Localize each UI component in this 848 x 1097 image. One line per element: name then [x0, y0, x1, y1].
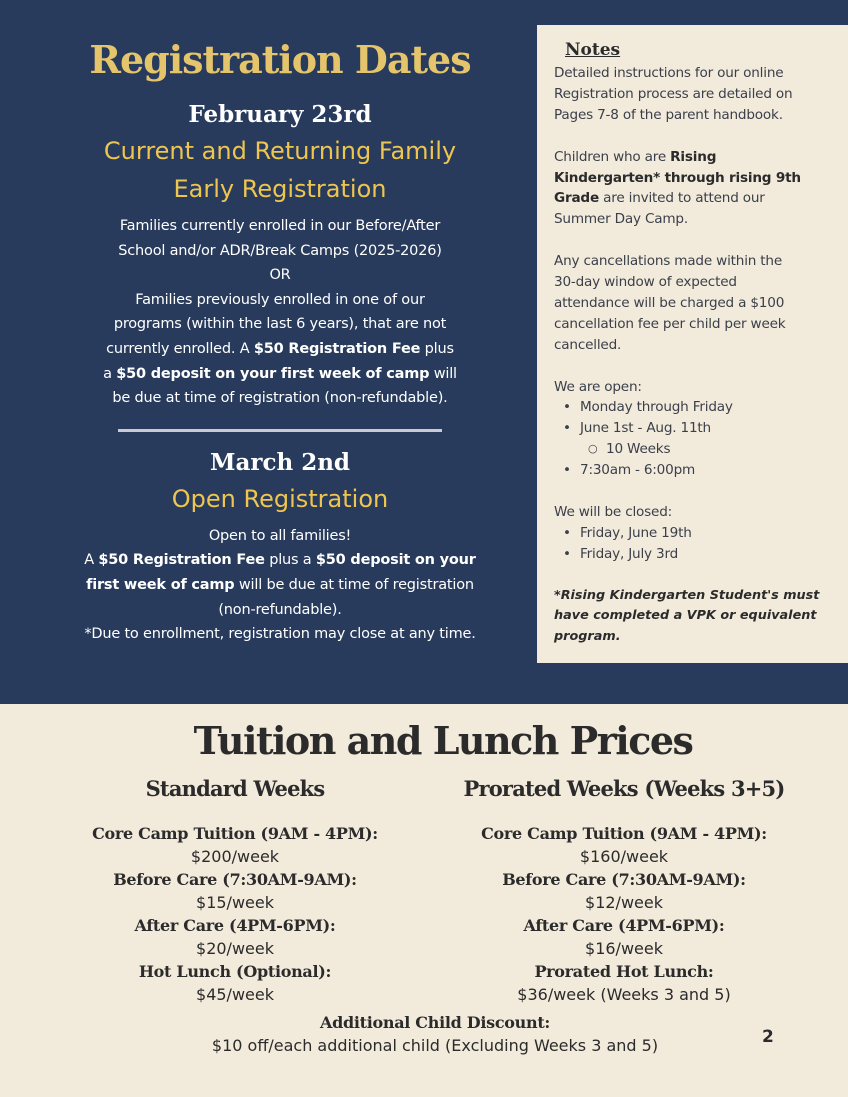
text-span: A [84, 552, 99, 569]
text-span: will [429, 365, 457, 382]
text-line [554, 188, 834, 209]
notes-instructions [554, 63, 834, 126]
discount-label: Additional Child Discount: [319, 1013, 551, 1032]
deposit-emphasis: first week of camp [86, 576, 235, 593]
text-emphasis: Rising [670, 148, 717, 165]
additional-child-discount [0, 1011, 848, 1057]
open-schedule-list [554, 397, 834, 481]
text-span: currently enrolled. A [106, 340, 254, 357]
closed-label: We will be closed: [554, 503, 673, 520]
price-value: $200/week [190, 847, 280, 866]
text-span: Children who are [554, 148, 671, 165]
registration-section [40, 32, 520, 647]
text-line: Families previously enrolled in one of our [135, 291, 425, 308]
text-line: Pages 7-8 of the parent handbook. [554, 106, 783, 123]
text-line: *Rising Kindergarten Student's must [554, 587, 820, 603]
text-emphasis: Kindergarten* through rising 9th [554, 169, 801, 186]
text-line: Any cancellations made within the [554, 253, 783, 270]
text-line: Detailed instructions for our online [554, 65, 784, 81]
text-line [40, 337, 520, 362]
text-span: plus a [264, 552, 316, 569]
prorated-weeks-title: Prorated Weeks (Weeks 3+5) [463, 776, 785, 801]
kindergarten-footnote [554, 586, 834, 649]
notes-eligibility [554, 147, 834, 231]
open-registration-date: March 2nd [209, 448, 351, 476]
text-line: Families currently enrolled in our Before/After [119, 218, 441, 234]
text-line [40, 362, 520, 387]
page-number: 2 [762, 1027, 774, 1047]
text-line [40, 548, 520, 573]
notes-title: Notes [565, 40, 621, 60]
price-value: $36/week (Weeks 3 and 5) [517, 985, 731, 1004]
text-line: 30-day window of expected [554, 274, 737, 291]
text-line: Open to all families! [208, 527, 352, 544]
price-label: Core Camp Tuition (9AM - 4PM): [481, 824, 767, 843]
standard-weeks-title: Standard Weeks [145, 776, 325, 801]
text-span: are invited to attend our [599, 190, 765, 207]
open-registration-description [40, 524, 520, 647]
text-line: Registration process are detailed on [554, 85, 793, 102]
standard-weeks-column [40, 774, 430, 1006]
list-item: • 7:30am - 6:00pm [554, 460, 834, 481]
list-item: ○ 10 Weeks [554, 439, 834, 460]
open-label: We are open: [554, 378, 642, 395]
price-label: Core Camp Tuition (9AM - 4PM): [92, 824, 378, 843]
text-line [554, 147, 834, 168]
text-line: cancelled. [554, 336, 622, 353]
price-label: Hot Lunch (Optional): [138, 962, 332, 981]
text-line: program. [554, 629, 621, 645]
text-line: Summer Day Camp. [554, 211, 688, 228]
list-item: • Monday through Friday [554, 397, 834, 418]
text-emphasis: Grade [554, 190, 599, 207]
text-line [40, 573, 520, 598]
text-line: have completed a VPK or equivalent [554, 608, 817, 624]
notes-box [537, 25, 848, 663]
price-label: Before Care (7:30AM-9AM): [113, 870, 357, 889]
text-line: cancellation fee per child per week [554, 315, 786, 332]
text-span: a [103, 365, 117, 382]
early-registration-date: February 23rd [188, 101, 372, 128]
tuition-section [0, 704, 848, 1097]
registration-fee-emphasis: $50 Registration Fee [98, 552, 265, 569]
enrollment-disclaimer: *Due to enrollment, registration may close at any time. [84, 626, 476, 643]
deposit-emphasis: $50 deposit on your first week of camp [116, 365, 430, 382]
price-value: $160/week [579, 847, 669, 866]
closed-dates-list [554, 523, 834, 565]
price-value: $45/week [196, 985, 274, 1004]
text-line: be due at time of registration (non-refundable). [112, 390, 448, 407]
price-value: $12/week [585, 893, 663, 912]
text-line [554, 168, 834, 189]
text-line: attendance will be charged a $100 [554, 294, 785, 311]
text-line: programs (within the last 6 years), that are not [113, 316, 447, 333]
list-item: • Friday, July 3rd [554, 544, 834, 565]
early-registration-description [40, 214, 520, 411]
discount-value: $10 off/each additional child (Excluding Weeks 3 and 5) [211, 1036, 659, 1055]
text-span: plus [420, 340, 454, 357]
text-line: School and/or ADR/Break Camps (2025-2026) [118, 242, 442, 259]
price-value: $15/week [196, 893, 274, 912]
list-item: • Friday, June 19th [554, 523, 834, 544]
registration-title: Registration Dates [89, 37, 471, 82]
price-label: Prorated Hot Lunch: [534, 962, 714, 981]
price-label: After Care (4PM-6PM): [134, 916, 336, 935]
notes-cancellation [554, 251, 834, 356]
price-value: $20/week [196, 939, 274, 958]
open-registration-heading: Open Registration [171, 484, 389, 513]
early-registration-heading-line2: Early Registration [173, 175, 387, 203]
early-registration-heading-line1: Current and Returning Family [103, 137, 457, 165]
deposit-emphasis: $50 deposit on your [315, 552, 476, 569]
text-line: (non-refundable). [218, 601, 342, 618]
text-span: will be due at time of registration [234, 576, 474, 593]
list-item: • June 1st - Aug. 11th [554, 418, 834, 439]
text-line: OR [269, 267, 291, 284]
price-value: $16/week [585, 939, 663, 958]
tuition-title: Tuition and Lunch Prices [193, 718, 693, 763]
registration-fee-emphasis: $50 Registration Fee [253, 340, 421, 357]
prorated-weeks-column [430, 774, 818, 1006]
price-label: After Care (4PM-6PM): [523, 916, 725, 935]
section-divider [118, 429, 442, 432]
price-label: Before Care (7:30AM-9AM): [502, 870, 746, 889]
